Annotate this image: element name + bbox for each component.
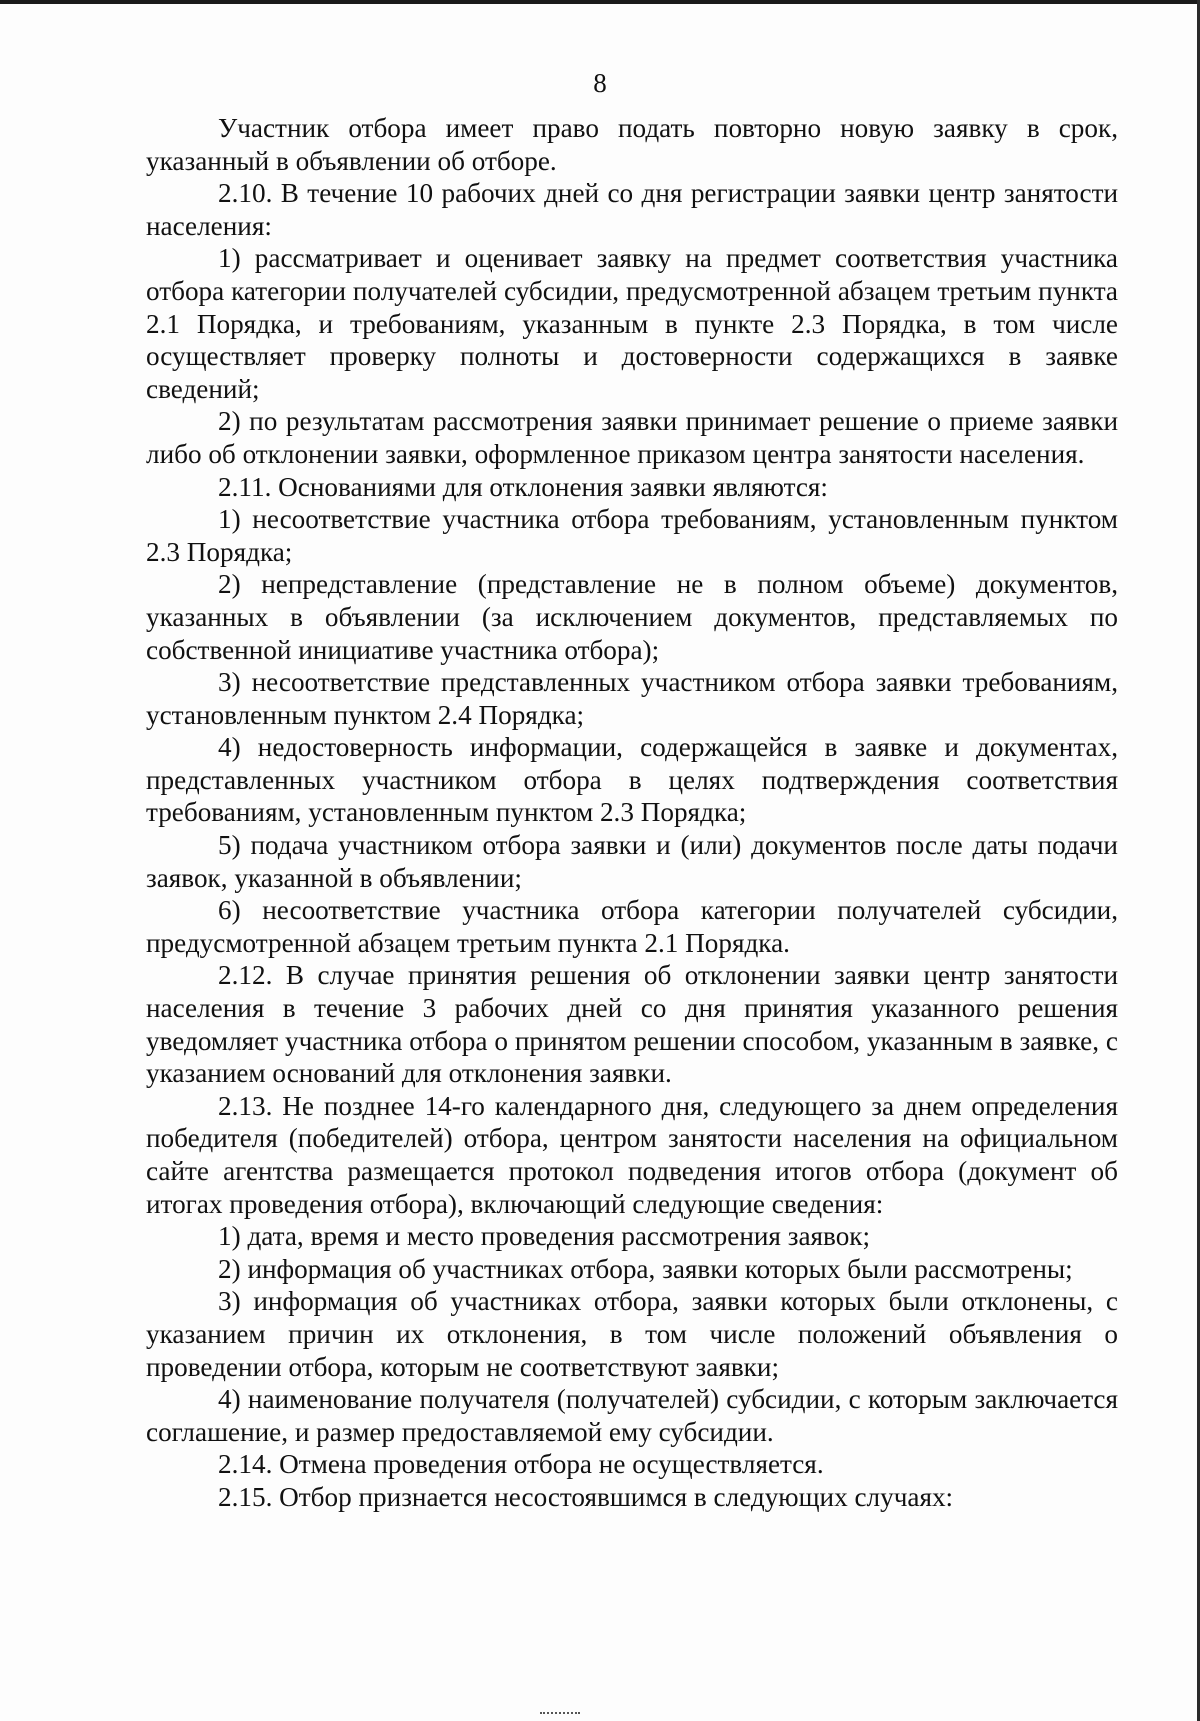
paragraph: 5) подача участником отбора заявки и (или) документов после даты подачи заявок, указанной в объявлении; <box>146 830 1118 893</box>
paragraph: 2.11. Основаниями для отклонения заявки являются: <box>218 471 828 502</box>
paragraph: 2) непредставление (представление не в полном объеме) документов, указанных в объявлении (за исключением документов, представляемых по собственной инициативе участника отбора); <box>146 569 1118 665</box>
paragraph: 2.15. Отбор признается несостоявшимся в следующих случаях: <box>218 1481 954 1512</box>
paragraph: 3) несоответствие представленных участником отбора заявки требованиям, установленным пунктом 2.4 Порядка; <box>146 667 1118 730</box>
paragraph: 2.10. В течение 10 рабочих дней со дня регистрации заявки центр занятости населения: <box>146 178 1118 241</box>
paragraph: 4) наименование получателя (получателей) субсидии, с которым заключается соглашение, и размер предоставляемой ему субсидии. <box>146 1384 1118 1447</box>
paragraph: 2.13. Не позднее 14-го календарного дня, следующего за днем определения победителя (победителей) отбора, центром занятости населения на официальном сайте агентства размещается протокол подведения итогов отбора (документ об итогах проведения отбора), включающий следующие сведения: <box>146 1090 1118 1219</box>
paragraph: 3) информация об участниках отбора, заявки которых были отклонены, с указанием причин их отклонения, в том числе положений объявления о проведении отбора, которым не соответствуют заявки; <box>146 1286 1118 1382</box>
paragraph: 2.12. В случае принятия решения об отклонении заявки центр занятости населения в течение 3 рабочих дней со дня принятия указанного решения уведомляет участника отбора о принятом решении способом, указанным в заявке, с указанием оснований для отклонения заявки. <box>146 960 1118 1089</box>
paragraph: 6) несоответствие участника отбора категории получателей субсидии, предусмотренной абзацем третьим пункта 2.1 Порядка. <box>146 895 1118 958</box>
document-body <box>146 112 1118 1514</box>
paragraph: 1) рассматривает и оценивает заявку на предмет соответствия участника отбора категории получателей субсидии, предусмотренной абзацем третьим пункта 2.1 Порядка, и требованиям, указанным в пункте 2.3 Порядка, в том числе осуществляет проверку полноты и достоверности содержащихся в заявке сведений; <box>146 243 1118 404</box>
paragraph: 1) дата, время и место проведения рассмотрения заявок; <box>218 1221 871 1252</box>
paragraph: 2.14. Отмена проведения отбора не осуществляется. <box>218 1449 824 1480</box>
page-number: 8 <box>593 68 607 98</box>
scan-artifact <box>540 1712 580 1717</box>
scan-edge-top <box>0 0 1200 4</box>
paragraph: 4) недостоверность информации, содержащейся в заявке и документах, представленных участником отбора в целях подтверждения соответствия требованиям, установленным пунктом 2.3 Порядка; <box>146 732 1118 828</box>
paragraph: 1) несоответствие участника отбора требованиям, установленным пунктом 2.3 Порядка; <box>146 504 1118 567</box>
paragraph: Участник отбора имеет право подать повторно новую заявку в срок, указанный в объявлении об отборе. <box>146 113 1118 176</box>
paragraph: 2) информация об участниках отбора, заявки которых были рассмотрены; <box>218 1253 1073 1284</box>
paragraph: 2) по результатам рассмотрения заявки принимает решение о приеме заявки либо об отклонении заявки, оформленное приказом центра занятости населения. <box>146 406 1118 469</box>
